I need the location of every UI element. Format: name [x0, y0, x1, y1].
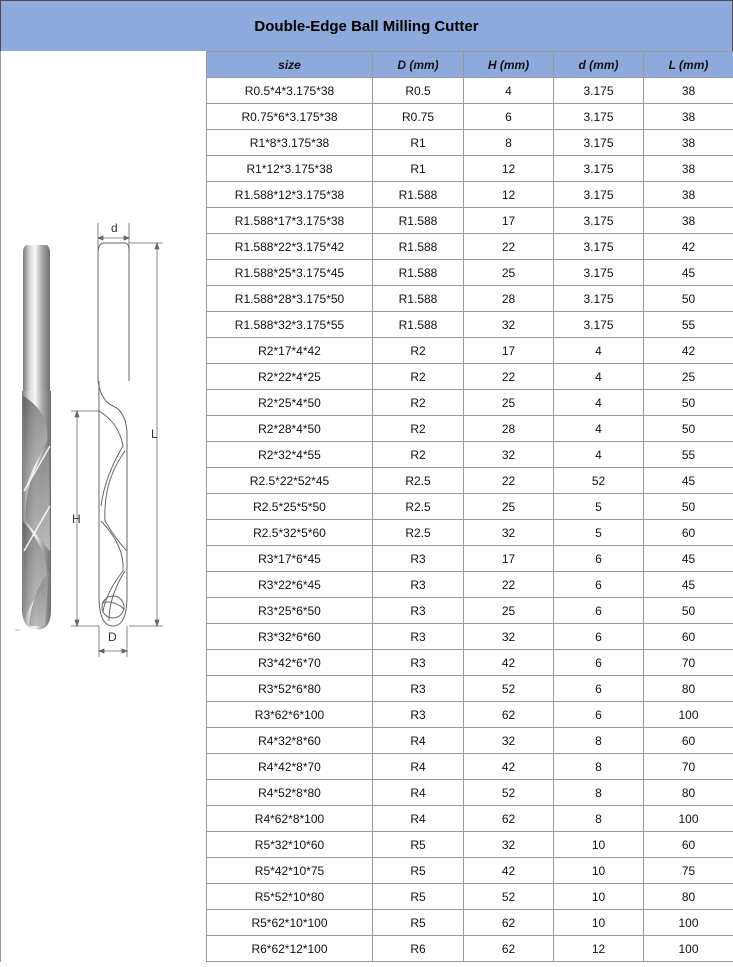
cell-H: 52 [464, 884, 554, 910]
cell-H: 17 [464, 338, 554, 364]
cell-size: R6*62*12*100 [207, 936, 373, 962]
cell-size: R3*25*6*50 [207, 598, 373, 624]
cell-H: 52 [464, 676, 554, 702]
cell-L: 100 [644, 806, 733, 832]
cell-d: 3.175 [554, 208, 644, 234]
cell-H: 22 [464, 572, 554, 598]
cell-H: 12 [464, 156, 554, 182]
cell-H: 8 [464, 130, 554, 156]
cell-H: 17 [464, 546, 554, 572]
header-size: size [207, 52, 373, 78]
cell-H: 28 [464, 416, 554, 442]
cell-D: R0.75 [373, 104, 464, 130]
cell-d: 8 [554, 780, 644, 806]
cell-d: 3.175 [554, 260, 644, 286]
cell-d: 3.175 [554, 78, 644, 104]
cell-L: 70 [644, 754, 733, 780]
cell-L: 42 [644, 338, 733, 364]
cell-H: 42 [464, 858, 554, 884]
cell-size: R3*62*6*100 [207, 702, 373, 728]
dimension-D-label: D [108, 630, 117, 644]
header-H: H (mm) [464, 52, 554, 78]
cell-size: R3*42*6*70 [207, 650, 373, 676]
cell-D: R0.5 [373, 78, 464, 104]
cell-H: 6 [464, 104, 554, 130]
cell-d: 4 [554, 338, 644, 364]
cell-H: 62 [464, 702, 554, 728]
cell-D: R4 [373, 754, 464, 780]
cell-d: 8 [554, 806, 644, 832]
cell-size: R2*32*4*55 [207, 442, 373, 468]
table-row [207, 676, 733, 702]
cell-L: 45 [644, 468, 733, 494]
cell-H: 22 [464, 468, 554, 494]
cell-L: 50 [644, 286, 733, 312]
cell-d: 10 [554, 858, 644, 884]
cell-d: 6 [554, 676, 644, 702]
cell-L: 55 [644, 312, 733, 338]
cell-L: 38 [644, 78, 733, 104]
cell-d: 6 [554, 624, 644, 650]
cell-d: 10 [554, 910, 644, 936]
cell-d: 6 [554, 598, 644, 624]
dimension-L [129, 243, 163, 626]
cell-D: R2 [373, 338, 464, 364]
cell-D: R1 [373, 156, 464, 182]
cell-size: R2*28*4*50 [207, 416, 373, 442]
page-title: Double-Edge Ball Milling Cutter [0, 0, 733, 52]
cell-L: 50 [644, 598, 733, 624]
cutter-photo [15, 245, 51, 630]
table-body [207, 78, 733, 962]
cell-H: 62 [464, 806, 554, 832]
cell-D: R5 [373, 832, 464, 858]
cell-H: 32 [464, 728, 554, 754]
cell-d: 4 [554, 416, 644, 442]
table-row [207, 754, 733, 780]
cell-H: 42 [464, 754, 554, 780]
cell-D: R3 [373, 676, 464, 702]
cell-size: R2.5*32*5*60 [207, 520, 373, 546]
cell-D: R5 [373, 884, 464, 910]
cell-L: 60 [644, 520, 733, 546]
cell-L: 38 [644, 130, 733, 156]
table-row [207, 260, 733, 286]
table-row [207, 78, 733, 104]
cell-d: 6 [554, 650, 644, 676]
product-illustration [0, 51, 206, 962]
cell-size: R3*22*6*45 [207, 572, 373, 598]
cell-d: 3.175 [554, 156, 644, 182]
cell-D: R4 [373, 806, 464, 832]
cell-D: R1.588 [373, 312, 464, 338]
cell-size: R5*32*10*60 [207, 832, 373, 858]
cell-D: R1.588 [373, 286, 464, 312]
cell-d: 4 [554, 442, 644, 468]
cell-H: 17 [464, 208, 554, 234]
cell-d: 4 [554, 390, 644, 416]
table-row [207, 546, 733, 572]
cell-d: 8 [554, 754, 644, 780]
header-L: L (mm) [644, 52, 733, 78]
cell-H: 32 [464, 624, 554, 650]
cell-D: R2.5 [373, 468, 464, 494]
table-row [207, 156, 733, 182]
cell-D: R1 [373, 130, 464, 156]
header-d: d (mm) [554, 52, 644, 78]
table-row [207, 858, 733, 884]
cell-d: 5 [554, 494, 644, 520]
table-row [207, 234, 733, 260]
cell-D: R2 [373, 364, 464, 390]
cell-size: R2*25*4*50 [207, 390, 373, 416]
cell-L: 25 [644, 364, 733, 390]
cell-D: R3 [373, 650, 464, 676]
cell-size: R3*52*6*80 [207, 676, 373, 702]
cell-d: 3.175 [554, 104, 644, 130]
cell-L: 42 [644, 234, 733, 260]
cell-D: R2.5 [373, 520, 464, 546]
cell-H: 42 [464, 650, 554, 676]
cell-d: 3.175 [554, 130, 644, 156]
cell-size: R2*22*4*25 [207, 364, 373, 390]
cell-H: 28 [464, 286, 554, 312]
cell-D: R2 [373, 442, 464, 468]
table-row [207, 182, 733, 208]
cell-size: R2*17*4*42 [207, 338, 373, 364]
cell-d: 52 [554, 468, 644, 494]
cell-D: R3 [373, 572, 464, 598]
cell-d: 10 [554, 884, 644, 910]
table-row [207, 598, 733, 624]
cell-L: 80 [644, 780, 733, 806]
cell-d: 3.175 [554, 312, 644, 338]
table-row [207, 312, 733, 338]
cell-L: 80 [644, 676, 733, 702]
cell-L: 100 [644, 936, 733, 962]
cell-L: 60 [644, 624, 733, 650]
cutter-line-drawing [98, 243, 129, 626]
table-row [207, 416, 733, 442]
cell-d: 5 [554, 520, 644, 546]
cell-H: 32 [464, 442, 554, 468]
cell-D: R6 [373, 936, 464, 962]
cell-H: 62 [464, 936, 554, 962]
cell-L: 75 [644, 858, 733, 884]
cell-size: R3*32*6*60 [207, 624, 373, 650]
spec-table [206, 51, 733, 962]
cell-H: 32 [464, 832, 554, 858]
cell-size: R4*42*8*70 [207, 754, 373, 780]
cell-d: 4 [554, 364, 644, 390]
cell-size: R0.75*6*3.175*38 [207, 104, 373, 130]
table-row [207, 364, 733, 390]
cell-H: 32 [464, 520, 554, 546]
cell-D: R4 [373, 728, 464, 754]
cell-size: R1.588*32*3.175*55 [207, 312, 373, 338]
table-row [207, 650, 733, 676]
table-row [207, 624, 733, 650]
cutter-diagram [1, 51, 206, 962]
cell-d: 3.175 [554, 234, 644, 260]
dimension-H-label: H [72, 512, 81, 526]
table-row [207, 728, 733, 754]
cell-size: R1.588*28*3.175*50 [207, 286, 373, 312]
table-row [207, 780, 733, 806]
table-row [207, 884, 733, 910]
cell-H: 25 [464, 260, 554, 286]
table-row [207, 338, 733, 364]
cell-L: 50 [644, 494, 733, 520]
cell-size: R5*62*10*100 [207, 910, 373, 936]
cell-L: 55 [644, 442, 733, 468]
table-row [207, 286, 733, 312]
cell-L: 38 [644, 156, 733, 182]
cell-size: R5*52*10*80 [207, 884, 373, 910]
cell-d: 3.175 [554, 182, 644, 208]
cell-d: 6 [554, 702, 644, 728]
table-row [207, 936, 733, 962]
table-row [207, 390, 733, 416]
cell-D: R1.588 [373, 234, 464, 260]
table-row [207, 806, 733, 832]
cell-d: 6 [554, 572, 644, 598]
cell-size: R1.588*25*3.175*45 [207, 260, 373, 286]
cell-D: R3 [373, 546, 464, 572]
cell-d: 12 [554, 936, 644, 962]
cell-size: R3*17*6*45 [207, 546, 373, 572]
table-row [207, 130, 733, 156]
table-row [207, 208, 733, 234]
cell-size: R5*42*10*75 [207, 858, 373, 884]
cell-D: R2.5 [373, 494, 464, 520]
cell-D: R3 [373, 598, 464, 624]
cell-H: 52 [464, 780, 554, 806]
cell-d: 10 [554, 832, 644, 858]
cell-H: 62 [464, 910, 554, 936]
cell-L: 45 [644, 260, 733, 286]
cell-D: R5 [373, 858, 464, 884]
cell-L: 100 [644, 910, 733, 936]
cell-L: 38 [644, 182, 733, 208]
cell-D: R3 [373, 624, 464, 650]
cell-H: 25 [464, 494, 554, 520]
cell-H: 22 [464, 234, 554, 260]
cell-size: R4*62*8*100 [207, 806, 373, 832]
cell-L: 38 [644, 104, 733, 130]
cell-D: R2 [373, 416, 464, 442]
table-row [207, 910, 733, 936]
table-row [207, 494, 733, 520]
cell-size: R2.5*25*5*50 [207, 494, 373, 520]
cell-L: 50 [644, 416, 733, 442]
table-header-row [207, 52, 733, 78]
cell-D: R1.588 [373, 208, 464, 234]
cell-D: R2 [373, 390, 464, 416]
cell-D: R1.588 [373, 260, 464, 286]
cell-H: 25 [464, 390, 554, 416]
table-row [207, 442, 733, 468]
table-row [207, 702, 733, 728]
cell-H: 12 [464, 182, 554, 208]
cell-L: 70 [644, 650, 733, 676]
cell-L: 100 [644, 702, 733, 728]
cell-size: R1*8*3.175*38 [207, 130, 373, 156]
table-row [207, 104, 733, 130]
cell-L: 60 [644, 728, 733, 754]
cell-H: 22 [464, 364, 554, 390]
cell-L: 80 [644, 884, 733, 910]
cell-size: R4*52*8*80 [207, 780, 373, 806]
table-row [207, 520, 733, 546]
cell-L: 38 [644, 208, 733, 234]
cell-L: 60 [644, 832, 733, 858]
cell-size: R4*32*8*60 [207, 728, 373, 754]
cell-size: R2.5*22*52*45 [207, 468, 373, 494]
cell-size: R1*12*3.175*38 [207, 156, 373, 182]
cell-d: 3.175 [554, 286, 644, 312]
dimension-L-label: L [151, 427, 158, 441]
table-row [207, 468, 733, 494]
cell-size: R1.588*12*3.175*38 [207, 182, 373, 208]
cell-d: 6 [554, 546, 644, 572]
cell-H: 32 [464, 312, 554, 338]
table-row [207, 572, 733, 598]
cell-H: 4 [464, 78, 554, 104]
cell-D: R3 [373, 702, 464, 728]
cell-L: 45 [644, 572, 733, 598]
cell-H: 25 [464, 598, 554, 624]
header-D: D (mm) [373, 52, 464, 78]
cell-L: 50 [644, 390, 733, 416]
cell-size: R0.5*4*3.175*38 [207, 78, 373, 104]
cell-size: R1.588*22*3.175*42 [207, 234, 373, 260]
cell-d: 8 [554, 728, 644, 754]
cell-D: R1.588 [373, 182, 464, 208]
cell-D: R5 [373, 910, 464, 936]
table-row [207, 832, 733, 858]
cell-L: 45 [644, 546, 733, 572]
dimension-d-label: d [111, 221, 118, 235]
cell-D: R4 [373, 780, 464, 806]
cell-size: R1.588*17*3.175*38 [207, 208, 373, 234]
